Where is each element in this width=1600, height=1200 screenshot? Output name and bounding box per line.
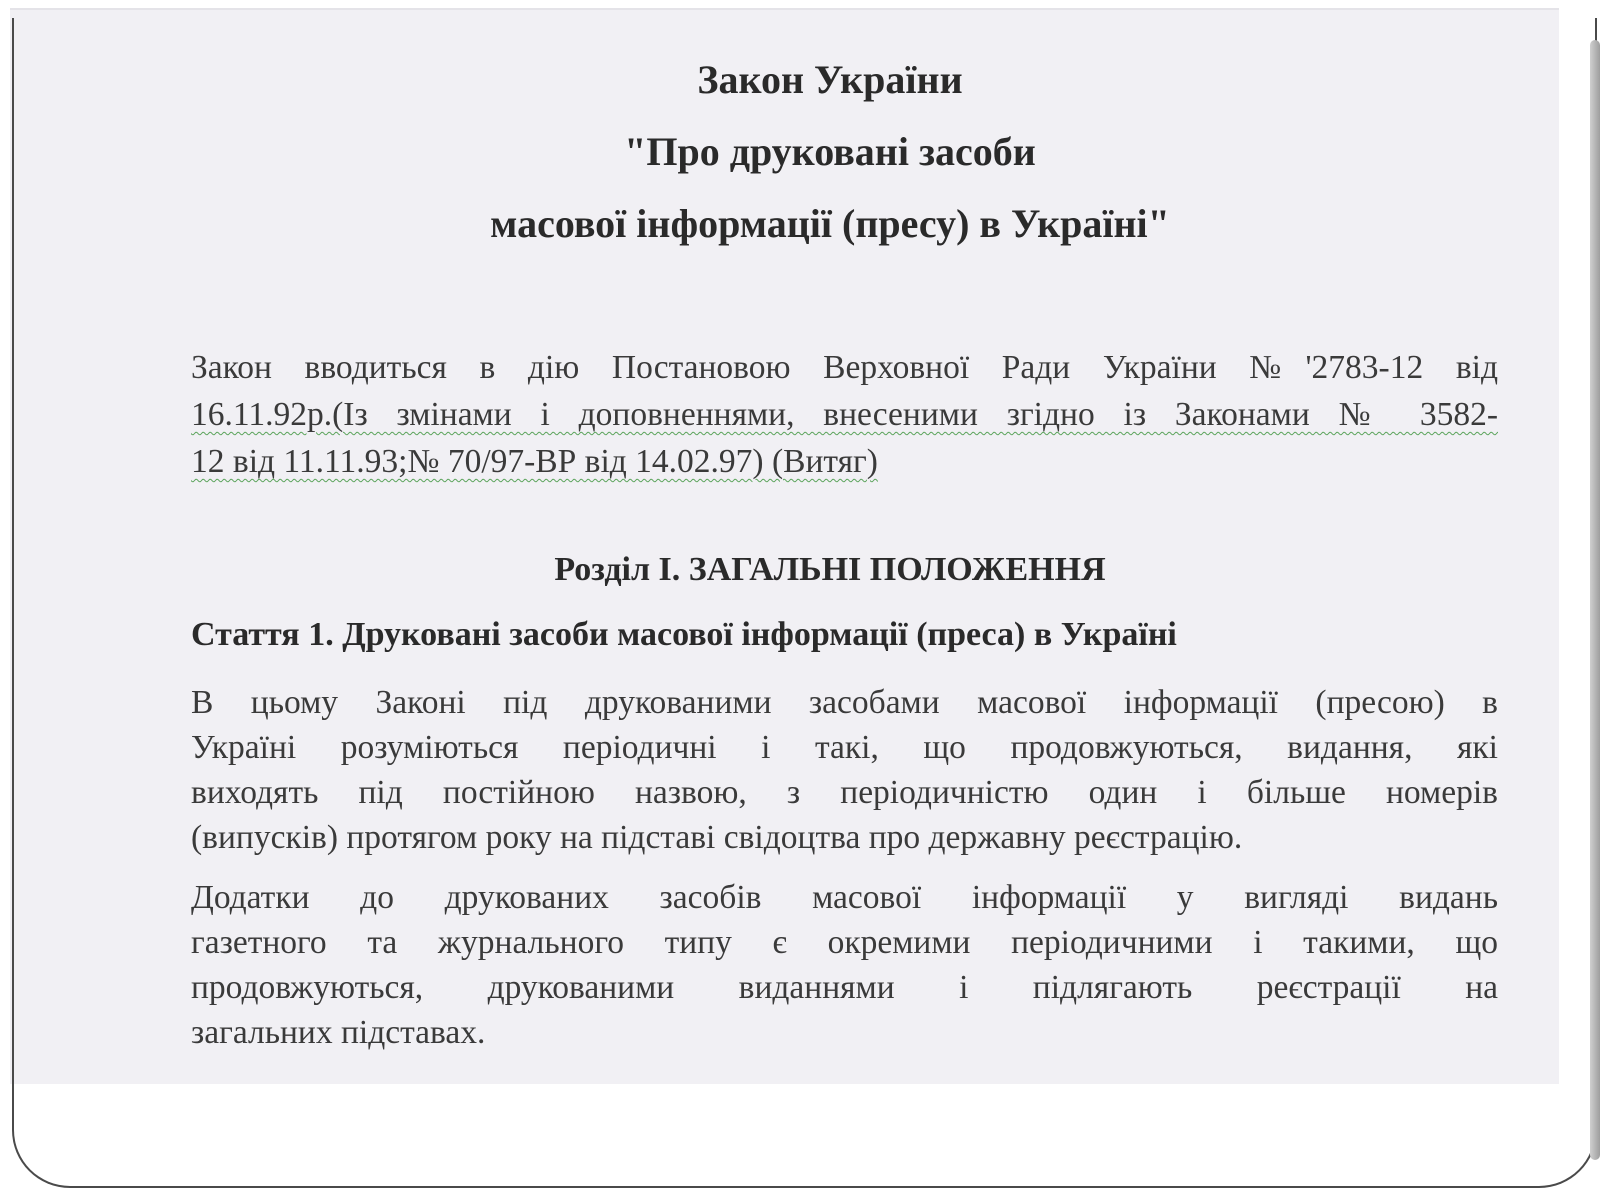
slide-frame-shadow [1590, 40, 1600, 1160]
intro-paragraph [191, 344, 1498, 485]
article-title: Стаття 1. Друковані засоби масової інформації (преса) в Україні [191, 616, 1177, 653]
paragraph-line: Україні розуміються періодичні і такі, що продовжуються, видання, які [191, 729, 1498, 766]
law-title-line-1: Закон України [697, 57, 963, 102]
paragraph-line: В цьому Законі під друкованими засобами масової інформації (пресою) в [191, 684, 1498, 721]
paragraph-line: виходять під постійною назвою, з періодичністю один і більше номерів [191, 774, 1498, 811]
paragraph-line: газетного та журнального типу є окремими періодичними і такими, що [191, 924, 1498, 961]
paragraph-line: Додатки до друкованих засобів масової інформації у вигляді видань [191, 879, 1498, 916]
intro-line: Закон вводиться в дію Постановою Верховної Ради України №'2783-12 від [191, 349, 1498, 386]
article-paragraph-1 [191, 680, 1498, 860]
intro-line: 12 від 11.11.93;№ 70/97-ВР від 14.02.97) (Витяг) [191, 443, 878, 480]
paragraph-line: загальних підставах. [191, 1014, 486, 1051]
law-title-line-2: "Про друковані засоби [624, 129, 1036, 174]
law-title-line-3: масової інформації (пресу) в Україні" [490, 201, 1170, 246]
section-title: Розділ І. ЗАГАЛЬНІ ПОЛОЖЕННЯ [554, 551, 1106, 588]
paragraph-line: (випусків) протягом року на підставі свідоцтва про державну реєстрацію. [191, 819, 1243, 856]
intro-line: 16.11.92р.(Із змінами і доповненнями, внесеними згідно із Законами № 3582- [191, 396, 1498, 433]
paragraph-line: продовжуються, друкованими виданнями і підлягають реєстрації на [191, 969, 1498, 1006]
article-paragraph-2 [191, 875, 1498, 1055]
